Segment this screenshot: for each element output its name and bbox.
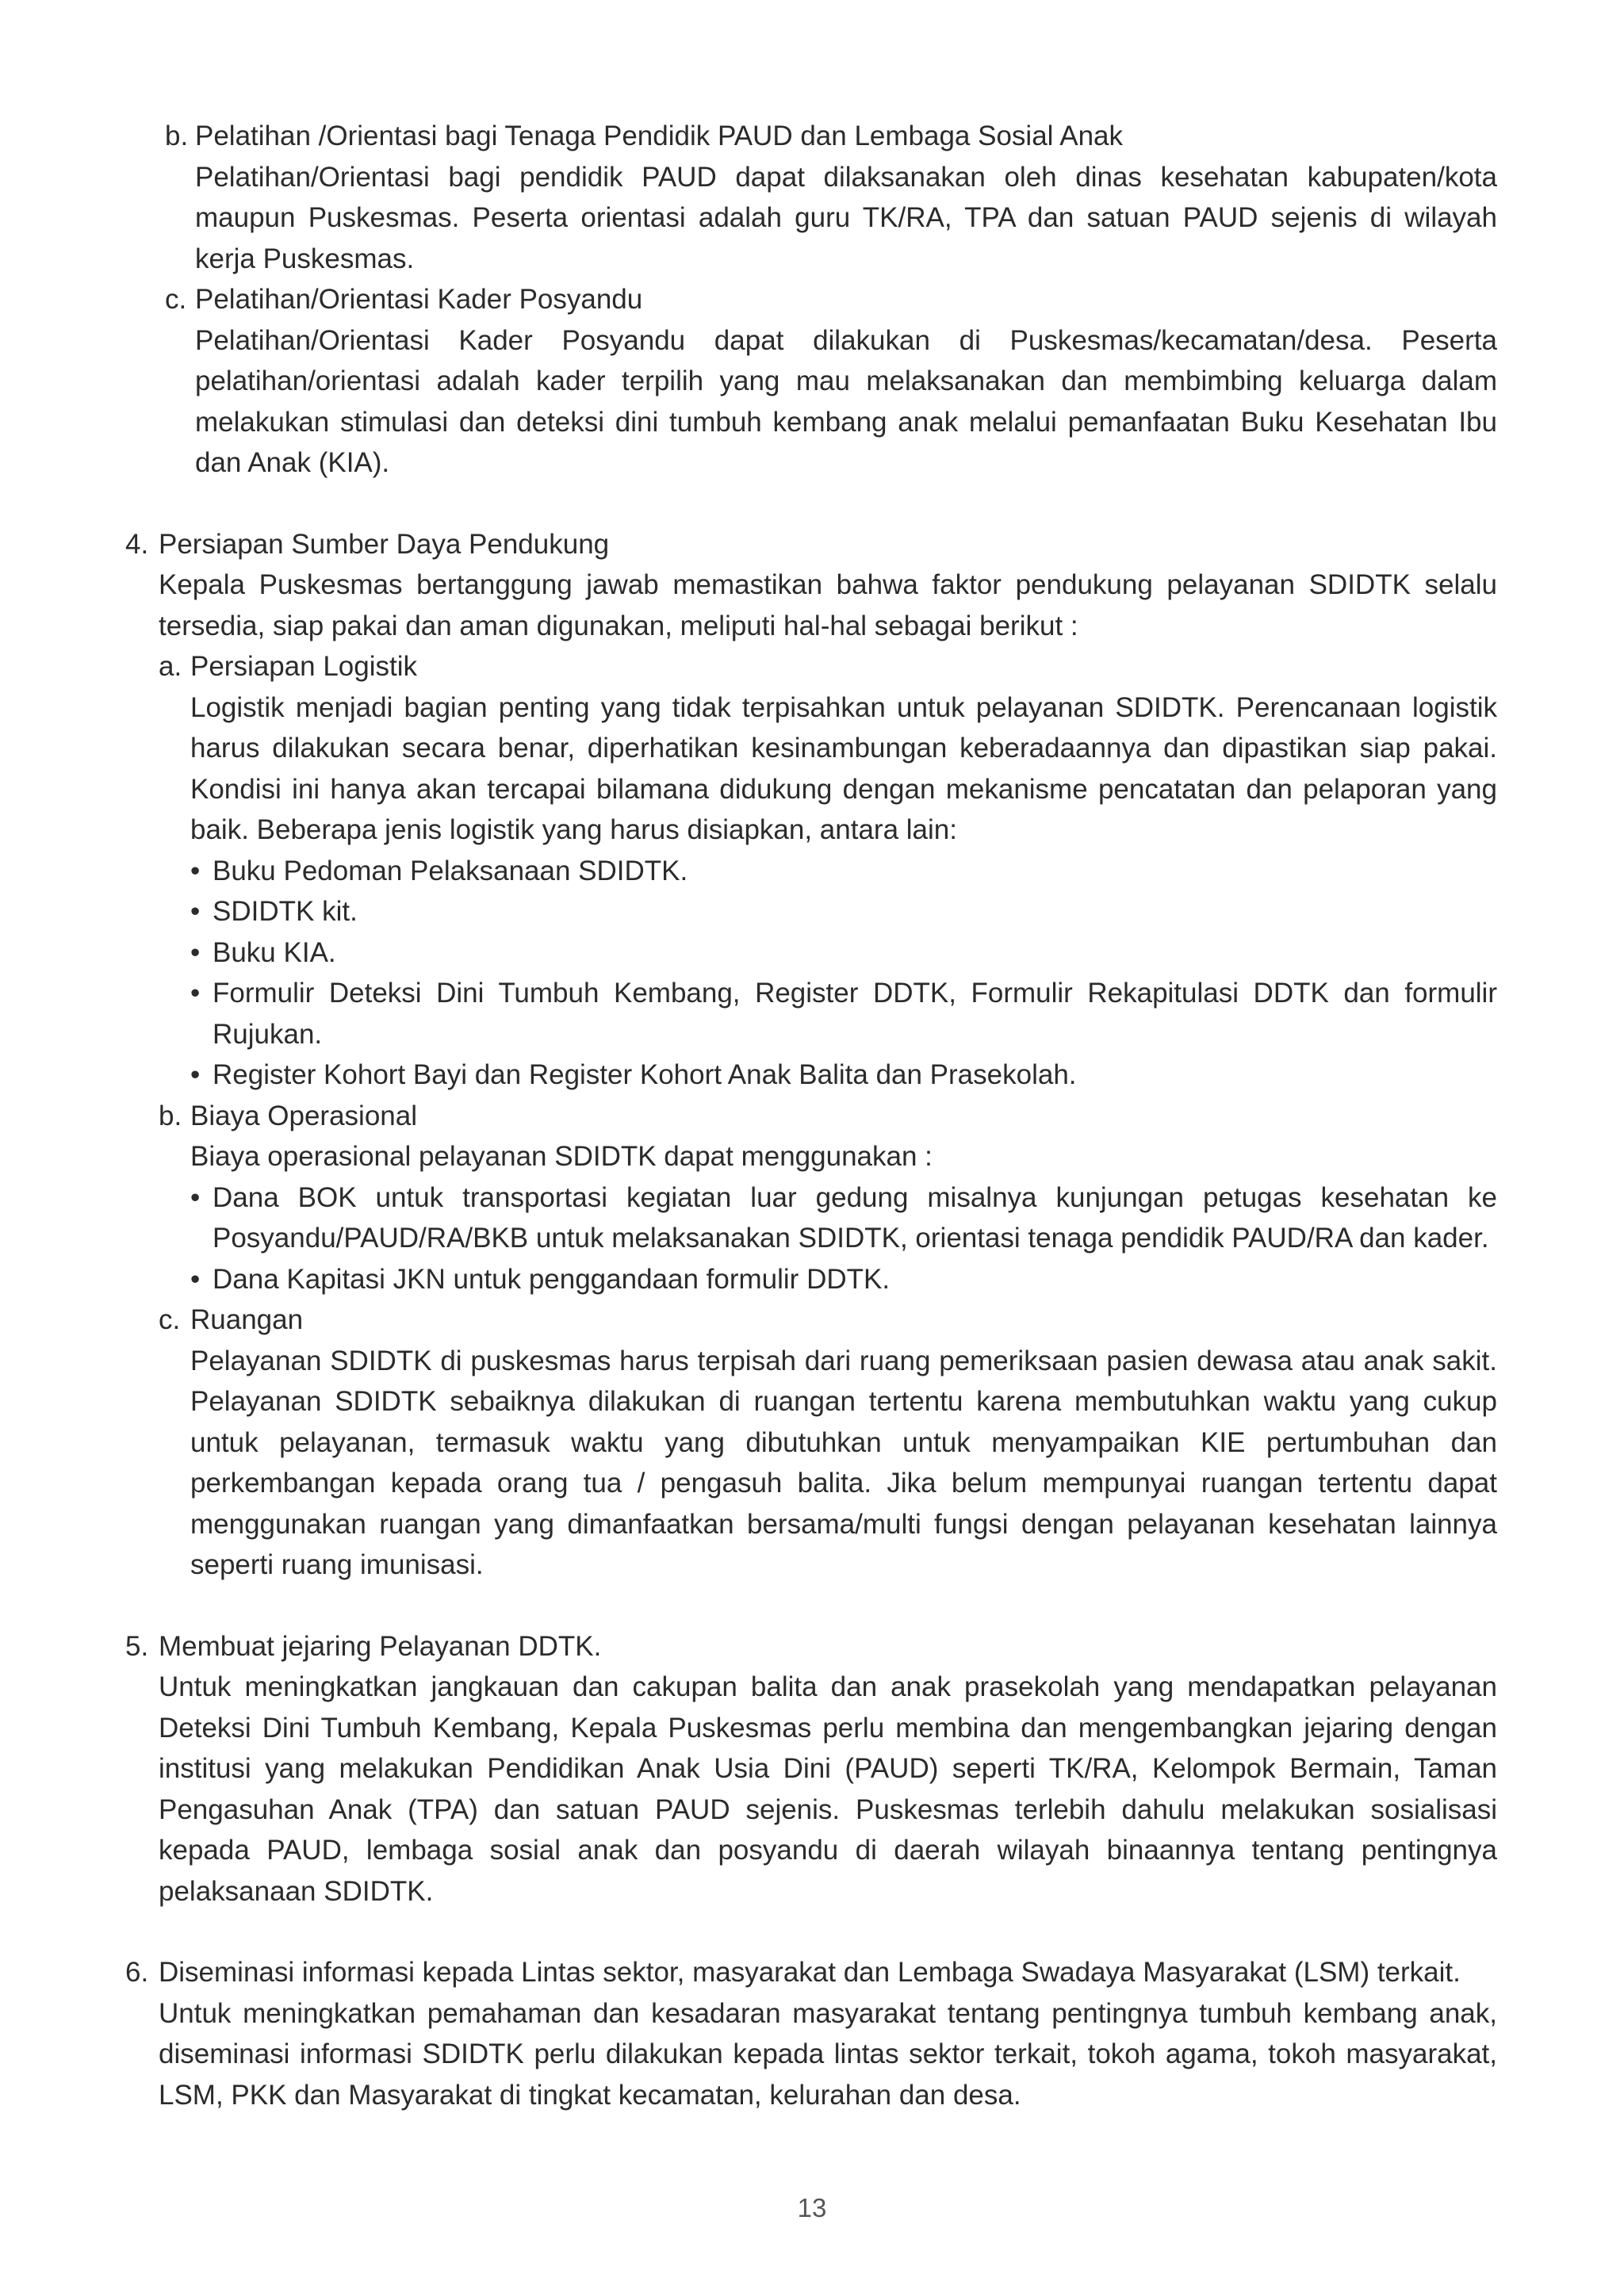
section3-item-c xyxy=(165,279,1497,484)
list-item: • Buku KIA. xyxy=(190,932,1497,974)
section-title: Persiapan Sumber Daya Pendukung xyxy=(159,528,610,560)
item-text: Pelatihan/Orientasi Kader Posyandu dapat dilakukan di Puskesmas/kecamatan/desa. Peserta pelatihan/orientasi adalah kader terpilih yang mau melaksanakan dan membimbing keluarga dalam melakukan stimulasi dan deteksi dini tumbuh kembang anak melalui pemanfaatan Buku Kesehatan Ibu dan Anak (KIA). xyxy=(195,324,1497,478)
item-title: Pelatihan /Orientasi bagi Tenaga Pendidik PAUD dan Lembaga Sosial Anak xyxy=(195,121,1124,151)
list-item: • Register Kohort Bayi dan Register Kohort Anak Balita dan Prasekolah. xyxy=(190,1055,1497,1096)
section4-item-c xyxy=(159,1300,1497,1586)
section-title: Membuat jejaring Pelayanan DDTK. xyxy=(159,1630,602,1662)
page-content xyxy=(125,116,1497,2115)
section3-item-b xyxy=(165,116,1497,279)
item-text: Biaya operasional pelayanan SDIDTK dapat menggunakan : xyxy=(190,1141,933,1172)
section-text: Untuk meningkatkan pemahaman dan kesadaran masyarakat tentang pentingnya tumbuh kembang anak, diseminasi informasi SDIDTK perlu dilakukan kepada lintas sektor terkait, tokoh agama, tokoh masyarakat, LSM, PKK dan Masyarakat di tingkat kecamatan, kelurahan dan desa. xyxy=(159,1997,1497,2111)
section-5 xyxy=(125,1626,1497,1912)
list-item: • Buku Pedoman Pelaksanaan SDIDTK. xyxy=(190,851,1497,892)
section-text: Untuk meningkatkan jangkauan dan cakupan balita dan anak prasekolah yang mendapatkan pelayanan Deteksi Dini Tumbuh Kembang, Kepala Puskesmas perlu membina dan mengembangkan jejaring dengan institusi yang melakukan Pendidikan Anak Usia Dini (PAUD) seperti TK/RA, Kelompok Bermain, Taman Pengasuhan Anak (TPA) dan satuan PAUD sejenis. Puskesmas terlebih dahulu melakukan sosialisasi kepada PAUD, lembaga sosial anak dan posyandu di daerah wilayah binaannya tentang pentingnya pelaksanaan SDIDTK. xyxy=(159,1671,1497,1907)
list-item: • Dana BOK untuk transportasi kegiatan luar gedung misalnya kunjungan petugas kesehatan ke Posyandu/PAUD/RA/BKB untuk melaksanakan SDIDTK, orientasi tenaga pendidik PAUD/RA dan kader. xyxy=(190,1177,1497,1259)
section-number: 6. xyxy=(125,1957,149,1988)
bullet-icon: • xyxy=(190,896,201,927)
logistics-bullet-list xyxy=(190,851,1497,1096)
bullet-icon: • xyxy=(190,1059,201,1090)
bullet-icon: • xyxy=(190,855,201,886)
list-item: • Dana Kapitasi JKN untuk penggandaan formulir DDTK. xyxy=(190,1259,1497,1300)
bullet-icon: • xyxy=(190,1181,201,1213)
item-title: Pelatihan/Orientasi Kader Posyandu xyxy=(195,284,643,315)
item-text: Logistik menjadi bagian penting yang tidak terpisahkan untuk pelayanan SDIDTK. Perencanaan logistik harus dilakukan secara benar, diperhatikan kesinambungan keberadaannya dan dipastikan siap pakai. Kondisi ini hanya akan tercapai bilamana didukung dengan mekanisme pencatatan dan pelaporan yang baik. Beberapa jenis logistik yang harus disiapkan, antara lain: xyxy=(190,691,1497,845)
item-title: Persiapan Logistik xyxy=(190,651,417,682)
page-number: 13 xyxy=(797,2193,827,2222)
section4-item-b xyxy=(159,1096,1497,1300)
section4-item-a xyxy=(159,646,1497,1096)
section-number: 5. xyxy=(125,1630,149,1662)
item-marker: c. xyxy=(165,284,187,315)
section-4 xyxy=(125,524,1497,1586)
section-6 xyxy=(125,1952,1497,2115)
item-text: Pelayanan SDIDTK di puskesmas harus terpisah dari ruang pemeriksaan pasien dewasa atau anak sakit. Pelayanan SDIDTK sebaiknya dilakukan di ruangan tertentu karena membutuhkan waktu yang cukup untuk pelayanan, termasuk waktu yang dibutuhkan untuk menyampaikan KIE pertumbuhan dan perkembangan kepada orang tua / pengasuh balita. Jika belum mempunyai ruangan tertentu dapat menggunakan ruangan yang dimanfaatkan bersama/multi fungsi dengan pelayanan kesehatan lainnya seperti ruang imunisasi. xyxy=(190,1345,1497,1580)
item-title: Biaya Operasional xyxy=(190,1100,417,1131)
list-item: • Formulir Deteksi Dini Tumbuh Kembang, Register DDTK, Formulir Rekapitulasi DDTK dan formulir Rujukan. xyxy=(190,973,1497,1055)
item-marker: b. xyxy=(159,1100,182,1131)
section-intro: Kepala Puskesmas bertanggung jawab memastikan bahwa faktor pendukung pelayanan SDIDTK selalu tersedia, siap pakai dan aman digunakan, meliputi hal-hal sebagai berikut : xyxy=(159,569,1497,641)
section-number: 4. xyxy=(125,528,149,560)
item-marker: a. xyxy=(159,651,182,682)
bullet-icon: • xyxy=(190,936,201,968)
list-item: • SDIDTK kit. xyxy=(190,891,1497,932)
item-text: Pelatihan/Orientasi bagi pendidik PAUD dapat dilaksanakan oleh dinas kesehatan kabupaten/kota maupun Puskesmas. Peserta orientasi adalah guru TK/RA, TPA dan satuan PAUD sejenis di wilayah kerja Puskesmas. xyxy=(195,161,1497,274)
funding-bullet-list xyxy=(190,1177,1497,1300)
item-marker: c. xyxy=(159,1304,181,1335)
bullet-icon: • xyxy=(190,1263,201,1295)
section-title: Diseminasi informasi kepada Lintas sektor, masyarakat dan Lembaga Swadaya Masyarakat (LSM) terkait. xyxy=(159,1957,1461,1988)
item-marker: b. xyxy=(165,121,189,151)
bullet-icon: • xyxy=(190,978,201,1009)
item-title: Ruangan xyxy=(190,1304,304,1335)
